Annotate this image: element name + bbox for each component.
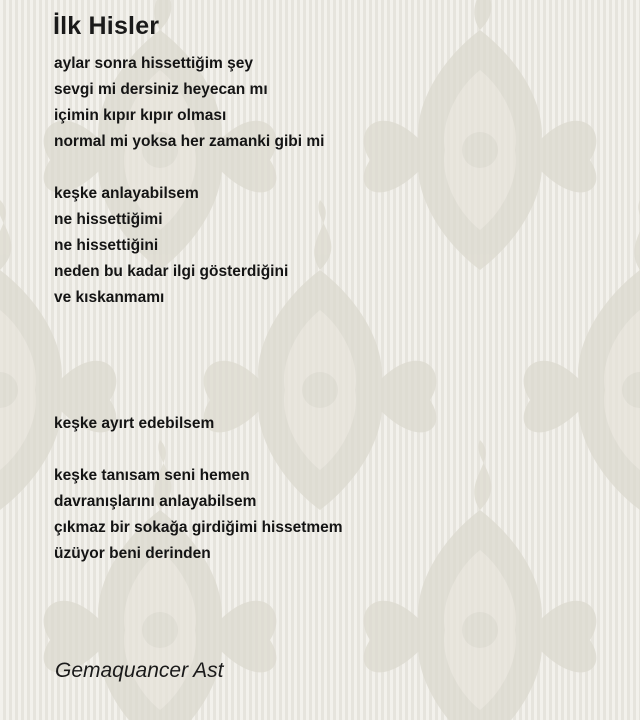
poem-line: ve kıskanmamı bbox=[54, 289, 165, 306]
poem-line: çıkmaz bir sokağa girdiğimi hissetmem bbox=[54, 519, 343, 536]
poem-line: içimin kıpır kıpır olması bbox=[54, 107, 227, 124]
poem-stanza-1 bbox=[54, 51, 324, 155]
poem-author: Gemaquancer Ast bbox=[55, 659, 224, 682]
poem-line: keşke tanısam seni hemen bbox=[54, 467, 250, 484]
poem-line: ne hissettiğimi bbox=[54, 211, 163, 228]
poem-line: sevgi mi dersiniz heyecan mı bbox=[54, 81, 268, 98]
poem-stanza-4 bbox=[54, 463, 343, 567]
poem-line: üzüyor beni derinden bbox=[54, 545, 211, 562]
poem-line: keşke ayırt edebilsem bbox=[54, 415, 215, 432]
poem-line: davranışlarını anlayabilsem bbox=[54, 493, 257, 510]
poem-line: keşke anlayabilsem bbox=[54, 185, 199, 202]
poem-title: İlk Hisler bbox=[53, 12, 160, 40]
poem-line: neden bu kadar ilgi gösterdiğini bbox=[54, 263, 289, 280]
poem-stanza-3 bbox=[54, 411, 214, 437]
poem-line: aylar sonra hissettiğim şey bbox=[54, 55, 254, 72]
poem-stanza-2 bbox=[54, 181, 288, 311]
poem-line: ne hissettiğini bbox=[54, 237, 159, 254]
poem-line: normal mi yoksa her zamanki gibi mi bbox=[54, 133, 325, 150]
